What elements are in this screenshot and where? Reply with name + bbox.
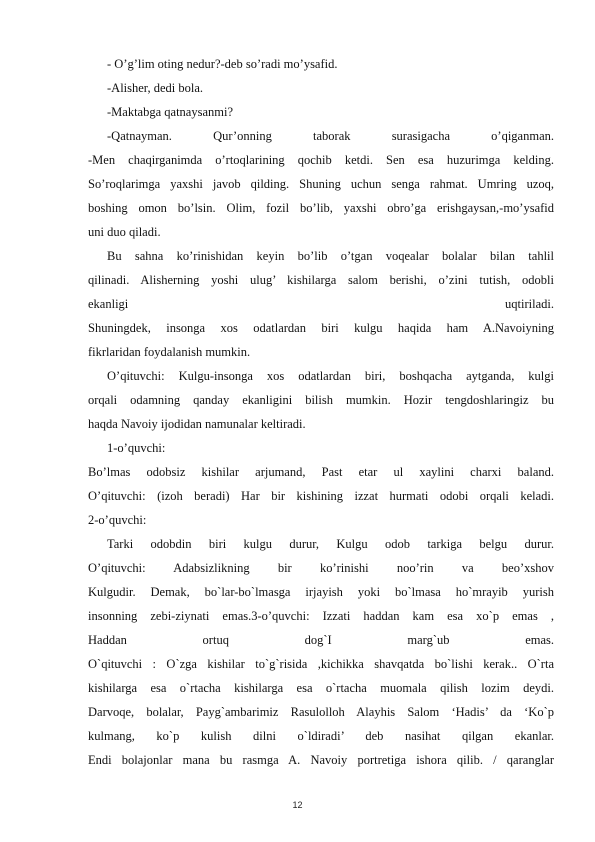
text-line: Bu sahna ko’rinishidan keyin bo’lib o’tgan voqealar bolalar bilan tahlil [107,249,554,263]
text-line: ekanligi uqtiriladi. [88,297,554,311]
text-line: -Maktabga qatnaysanmi? [107,105,233,119]
page-number: 12 [292,800,303,810]
text-line: O’qituvchi: (izoh beradi) Har bir kishining izzat hurmati odobi orqali keladi. [88,489,554,503]
text-line: qilinadi. Alisherning yoshi ulug’ kishilarga salom berishi, o’zini tutish, odobli [88,273,554,287]
text-line: Shuningdek, insonga xos odatlardan biri kulgu haqida ham A.Navoiyning [88,321,554,335]
text-line: orqali odamning qanday ekanligini bilish mumkin. Hozir tengdoshlaringiz bu [88,393,554,407]
text-line: O`qituvchi : O`zga kishilar to`g`risida ,kichikka shavqatda bo`lishi kerak.. O`rta [88,657,554,671]
text-line: kishilarga esa o`rtacha kishilarga esa o`rtacha muomala qilish lozim deydi. [88,681,554,695]
text-line: fikrlaridan foydalanish mumkin. [88,345,251,359]
text-line: Darvoqe, bolalar, Payg`ambarimiz Rasulolloh Alayhis Salom ‘Hadis’ da ‘Ko`p [88,705,554,719]
text-line: 2-o’quvchi: [88,513,147,527]
text-line: Endi bolajonlar mana bu rasmga A. Navoiy portretiga ishora qilib. / qaranglar [88,753,554,767]
text-line: So’roqlarimga yaxshi javob qilding. Shuning uchun senga rahmat. Umring uzoq, [88,177,554,191]
text-line: -Men chaqirganimda o’rtoqlarining qochib ketdi. Sen esa huzurimga kelding. [88,153,554,167]
text-line: Kulgudir. Demak, bo`lar-bo`lmasga irjayish yoki bo`lmasa ho`mrayib yurish [88,585,554,599]
text-line: uni duo qiladi. [88,225,161,239]
text-line: insonning zebi-ziynati emas.3-o’quvchi: Izzati haddan kam esa xo`p emas , [88,609,554,623]
text-line: Bo’lmas odobsiz kishilar arjumand, Past etar ul xaylini charxi baland. [88,465,554,479]
text-line: O’qituvchi: Adabsizlikning bir ko’rinishi noo’rin va beo’xshov [88,561,554,575]
text-line: haqda Navoiy ijodidan namunalar keltiradi. [88,417,306,431]
text-line: O’qituvchi: Kulgu-insonga xos odatlardan biri, boshqacha aytganda, kulgi [107,369,554,383]
text-line: boshing omon bo’lsin. Olim, fozil bo’lib, yaxshi obro’ga erishgaysan,-mo’ysafid [88,201,554,215]
text-line: Haddan ortuq dog`I marg`ub emas. [88,633,554,647]
text-line: kulmang, ko`p kulish dilni o`ldiradi’ deb nasihat qilgan ekanlar. [88,729,554,743]
text-line: -Qatnayman. Qur’onning taborak surasigacha o’qiganman. [107,129,554,143]
text-line: 1-o’quvchi: [107,441,166,455]
text-line: - O’g’lim oting nedur?-deb so’radi mo’ysafid. [107,57,338,71]
text-line: -Alisher, dedi bola. [107,81,204,95]
text-line: Tarki odobdin biri kulgu durur, Kulgu odob tarkiga belgu durur. [107,537,554,551]
